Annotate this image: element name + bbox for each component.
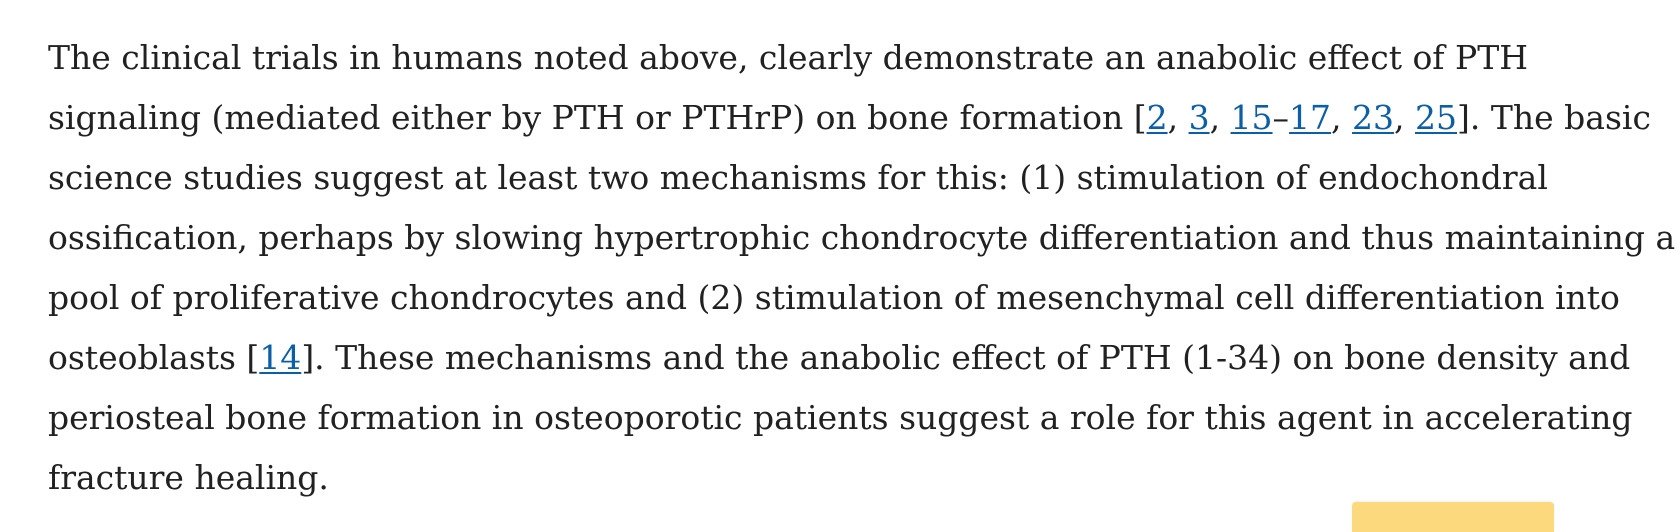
paragraph-text: , [1394, 98, 1416, 137]
paragraph-text: science studies suggest at least two mechanisms for this: (1) stimulation of endochondral [48, 158, 1548, 197]
paragraph-line [48, 328, 1648, 388]
paragraph-text: periosteal bone formation in osteoporotic patients suggest a role for this agent in accelerating [48, 398, 1633, 437]
paragraph-text: ossification, perhaps by slowing hypertrophic chondrocyte differentiation and thus maintaining a [48, 218, 1676, 257]
paragraph-text: signaling (mediated either by PTH or PTHrP) on bone formation [ [48, 98, 1147, 137]
paragraph-line [48, 208, 1676, 268]
paragraph-line [48, 388, 1648, 448]
paragraph-text: osteoblasts [ [48, 338, 260, 377]
citation-link-17[interactable]: 17 [1289, 98, 1332, 137]
paragraph-line [48, 28, 1648, 88]
paragraph-text: , [1331, 98, 1353, 137]
citation-link-15[interactable]: 15 [1230, 98, 1273, 137]
paragraph-text: The clinical trials in humans noted above, clearly demonstrate an anabolic effect of PTH [48, 38, 1529, 77]
paragraph-text: , [1209, 98, 1231, 137]
paragraph-text: ]. These mechanisms and the anabolic effect of PTH (1-34) on bone density and [301, 338, 1631, 377]
paragraph-text: fracture healing. [48, 458, 329, 497]
paragraph-line [48, 268, 1648, 328]
citation-link-25[interactable]: 25 [1415, 98, 1458, 137]
paragraph-line [48, 148, 1648, 208]
citation-link-2[interactable]: 2 [1146, 98, 1168, 137]
citation-link-3[interactable]: 3 [1188, 98, 1210, 137]
article-paragraph [48, 28, 1676, 508]
paragraph-text: pool of proliferative chondrocytes and (2) stimulation of mesenchymal cell differentiation into [48, 278, 1620, 317]
paragraph-text: , [1167, 98, 1189, 137]
citation-link-23[interactable]: 23 [1352, 98, 1395, 137]
paragraph-line [48, 88, 1651, 148]
citation-link-14[interactable]: 14 [259, 338, 302, 377]
paragraph-text: – [1272, 98, 1290, 137]
paragraph-text: ]. The basic [1457, 98, 1651, 137]
floating-tab[interactable] [1352, 502, 1554, 532]
paragraph-line [48, 448, 1648, 508]
